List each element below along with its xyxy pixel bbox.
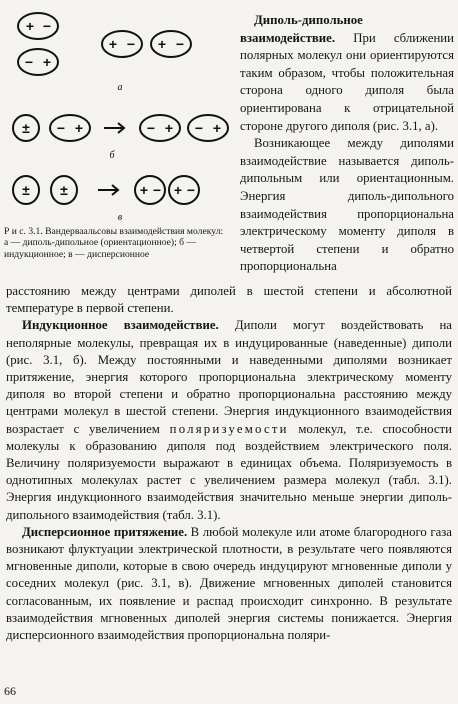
spaced-term-polarizability: поляризуемости	[169, 421, 289, 436]
paragraph-continuation	[6, 283, 452, 317]
panel-label-b: б	[109, 150, 115, 161]
heading-dipole-dipole: Диполь-дипольное взаимодействие.	[240, 13, 363, 45]
page-number: 66	[4, 684, 16, 698]
paragraph-text: Диполи могут воздействовать на неполярные молекулы, превращая их в индуцированные (наведенные) диполи (рис. 3.1, б). Между постоянными и наведенными диполями возникает притяжение, энергия которого пропорциональна электрическому моменту диполя во второй степени и обратно пропорциональна расстоянию между центрами молекул в шестой степени. Энергия индукционного взаимодействия возрастает с увеличением	[6, 318, 452, 436]
heading-dispersion: Дисперсионное притяжение.	[22, 524, 188, 539]
plus-sign: +	[173, 182, 183, 198]
plus-sign: +	[139, 182, 149, 198]
heading-induction: Индукционное взаимодействие.	[22, 318, 219, 333]
dipole-diagram	[0, 0, 238, 230]
minus-sign: −	[194, 120, 204, 136]
plus-sign: +	[74, 120, 84, 136]
paragraph-dispersion	[6, 524, 452, 644]
paragraph-text: молекул, т.е. способности молекулы к образованию диполя под воздействием электрического поля. Величину поляризуемости выражают в единицах объема. Поляризуемость в однотипных молекулах растет с увеличением размера молекул (табл. 3.1). Энергия индукционного взаимодействия значительно меньше энергии диполь-дипольного взаимодействия (табл. 3.1).	[6, 421, 452, 522]
paragraph-induction	[6, 317, 452, 523]
plus-sign: +	[212, 120, 222, 136]
paragraph-text: Возникающее между диполями взаимодействие называется диполь-дипольным или ориентационным. Энергия диполь-дипольного взаимодействия пропорциональна электрическому моменту диполя в четвертой степени и обратно пропорциональна	[240, 136, 454, 274]
plusminus-sign: ±	[60, 182, 68, 198]
plusminus-sign: ±	[22, 182, 30, 198]
plus-sign: +	[157, 36, 167, 52]
right-column-text	[240, 12, 454, 276]
minus-sign: −	[175, 36, 185, 52]
body-text	[6, 283, 452, 644]
minus-sign: −	[42, 18, 52, 34]
panel-v	[13, 176, 199, 204]
minus-sign: −	[186, 182, 196, 198]
plusminus-sign: ±	[22, 120, 30, 136]
minus-sign: −	[126, 36, 136, 52]
panel-label-a: а	[117, 82, 123, 93]
plus-sign: +	[108, 36, 118, 52]
minus-sign: −	[24, 54, 34, 70]
minus-sign: −	[152, 182, 162, 198]
dipole-ellipse	[18, 13, 58, 39]
caption-legend: а — диполь-дипольное (ориентационное); б — индукционное; в — дисперсионное	[4, 237, 197, 260]
minus-sign: −	[146, 120, 156, 136]
plus-sign: +	[25, 18, 35, 34]
paragraph-text: расстоянию между центрами диполей в шестой степени и абсолютной температуре в первой степени.	[6, 284, 452, 316]
paragraph-text: При сближении полярных молекул они ориентируются таким образом, чтобы положительная сторона одного диполя была ориентирована к отрицательной стороне другого диполя (рис. 3.1, а).	[240, 30, 454, 133]
paragraph-text: В любой молекуле или атоме благородного газа возникают флуктуации электрической плотности, в результате чего появляются мгновенные диполи, которые в свою очередь индуцируют мгновенные диполи у соседних молекул (рис. 3.1, в). Движение мгновенных диполей становится согласованным, их появление и распад происходит синхронно. В результате взаимодействия мгновенных диполей энергия системы понижается. Энергия дисперсионного взаимодействия пропорциональна поляри-	[6, 524, 452, 643]
figure-caption	[4, 226, 238, 260]
caption-title: Р и с. 3.1. Вандерваальсовы взаимодействия молекул:	[4, 226, 224, 237]
minus-sign: −	[56, 120, 66, 136]
paragraph-orientation-energy	[240, 135, 454, 276]
panel-label-v: в	[117, 212, 123, 223]
paragraph-dipole-dipole	[240, 12, 454, 135]
plus-sign: +	[42, 54, 52, 70]
plus-sign: +	[164, 120, 174, 136]
